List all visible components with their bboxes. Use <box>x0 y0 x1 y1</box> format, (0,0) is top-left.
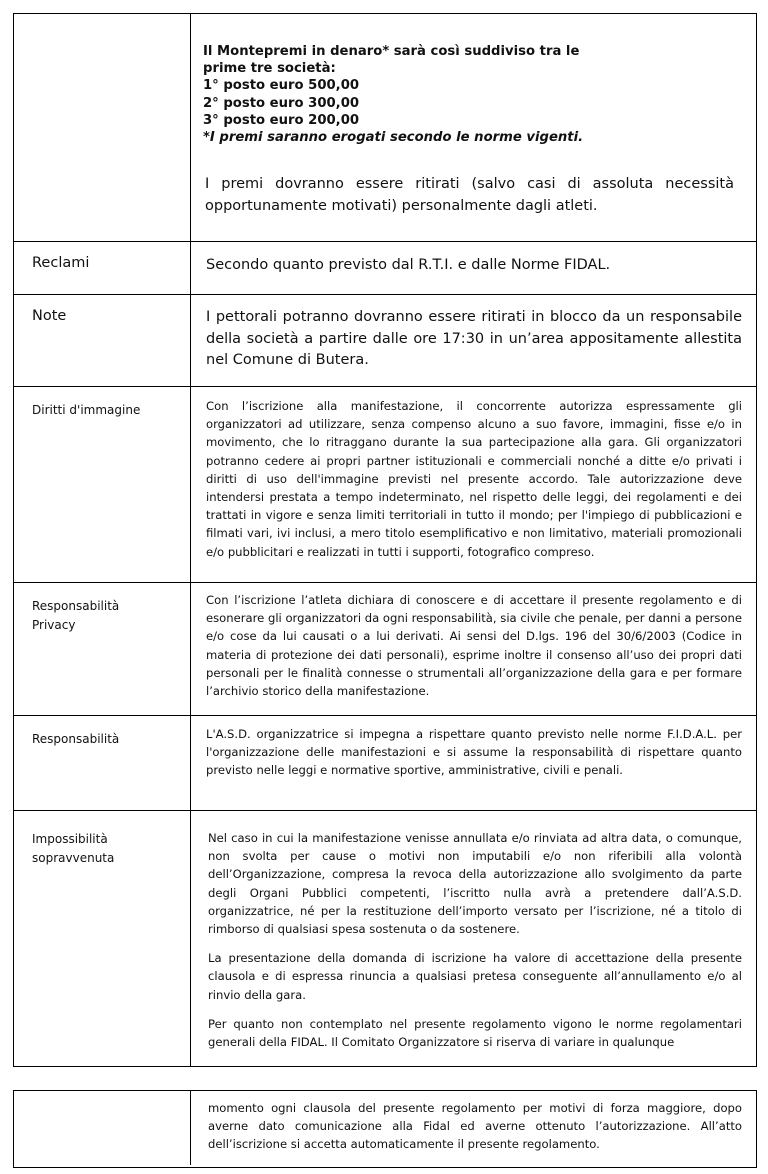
impossibility-para-1: Nel caso in cui la manifestazione venisse annullata e/o rinviata ad altra data, o comunque, non svolta per cause o motivi non imputabili e/o non riferibili alla volontà dell’Organizzazione, compresa la revoca della autorizzazione allo svolgimento da parte degli Organi Pubblici competenti, l’iscritto nulla avrà a pretendere dall’A.S.D. organizzatrice, né per la restituzione dell’importo versato per l’iscrizione, né a titolo di rimborso di qualsiasi spesa sostenuta o da sostenere. <box>208 831 742 937</box>
image-rights-text: Con l’iscrizione alla manifestazione, il concorrente autorizza espressamente gli organizzatori ad utilizzare, senza compenso alcuno a suo favore, immagini, fisse e/o in movimento, che lo ritraggano durante la sua partecipazione alla gara. Gli organizzatori potranno cedere ai propri partner istituzionali e commerciali nonché a ditte e/o privati i diritti di uso dell'immagine previsti nel presente accordo. Tale autorizzazione deve intendersi prestata a tempo indeterminato, nel rispetto delle leggi, dei regolamenti e dei trattati in vigore e senza limiti territoriali in tutto il mondo; per l'impiego di pubblicazioni e filmati vari, ivi inclusi, a mero titolo esemplificativo e non limitativo, materiali promozionali e/o pubblicitari e realizzati in tutti i supporti, fotografico compreso. <box>206 399 742 559</box>
prize-intro-line2: prime tre società: <box>203 61 336 77</box>
impossibility-row <box>14 811 756 1066</box>
prize-intro-line1: Il Montepremi in denaro* sarà così suddiviso tra le <box>203 44 580 59</box>
privacy-label <box>14 583 191 715</box>
responsibility-label: Responsabilità <box>14 716 191 810</box>
privacy-label-line2: Privacy <box>32 618 76 632</box>
impossibility-para-2: La presentazione della domanda di iscrizione ha valore di accettazione della presente clausola e di espressa rinuncia a qualsiasi pretesa conseguente all’annullamento e/o al rinvio della gara. <box>208 951 742 1002</box>
privacy-label-line1: Responsabilità <box>32 599 120 613</box>
prize-note: *I premi saranno erogati secondo le norme vigenti. <box>203 130 584 146</box>
prize-row <box>14 14 756 242</box>
impossibility-label-line2: sopravvenuta <box>32 851 115 865</box>
prize-first-place: 1° posto euro 500,00 <box>203 78 360 94</box>
reclami-text: Secondo quanto previsto dal R.T.I. e dalle Norme FIDAL. <box>206 257 611 273</box>
impossibility-content <box>191 811 756 1066</box>
prize-label-cell <box>14 14 191 241</box>
prize-distribution <box>203 43 734 146</box>
responsibility-text: L'A.S.D. organizzatrice si impegna a rispettare quanto previsto nelle norme F.I.D.A.L. per l'organizzazione delle manifestazioni e si assume la responsabilità di rispettare quanto previsto nelle leggi e normative sportive, amministrative, civili e penali. <box>206 727 742 778</box>
prize-third-place: 3° posto euro 200,00 <box>203 112 360 128</box>
image-rights-row <box>14 387 756 583</box>
impossibility-label <box>14 811 191 1066</box>
reclami-label: Reclami <box>14 242 191 294</box>
privacy-text: Con l’iscrizione l’atleta dichiara di conoscere e di accettare il presente regolamento e di esonerare gli organizzatori da ogni responsabilità, sia civile che penale, per danni a persone e/o cose da lui causati o a lui derivati. Ai sensi del D.lgs. 196 del 30/6/2003 (Codice in materia di protezione dei dati personali), esprime inoltre il consenso all’uso dei propri dati personali per le finalità connesse o strumentali all’organizzazione della gara e per formare l’archivio storico della manifestazione. <box>206 593 742 699</box>
note-label: Note <box>14 295 191 386</box>
continuation-row <box>14 1091 756 1165</box>
continuation-label-cell <box>14 1091 191 1165</box>
continuation-table <box>13 1090 757 1168</box>
note-text: I pettorali potranno dovranno essere ritirati in blocco da un responsabile della società a partire dalle ore 17:30 in un’area appositamente allestita nel Comune di Butera. <box>206 309 742 368</box>
note-row <box>14 295 756 387</box>
continuation-text: momento ogni clausola del presente regolamento per motivi di forza maggiore, dopo averne dato comunicazione alla Fidal ed averne ottenuto l’autorizzazione. All’atto dell’iscrizione si accetta automaticamente il presente regolamento. <box>208 1101 742 1152</box>
responsibility-row <box>14 716 756 811</box>
prize-second-place: 2° posto euro 300,00 <box>203 95 360 111</box>
impossibility-label-line1: Impossibilità <box>32 832 108 846</box>
reclami-row <box>14 242 756 295</box>
privacy-row <box>14 583 756 716</box>
prize-withdrawal-text: I premi dovranno essere ritirati (salvo casi di assoluta necessità opportunamente motivati) personalmente dagli atleti. <box>205 176 734 214</box>
image-rights-label: Diritti d'immagine <box>14 387 191 582</box>
prize-content-cell <box>191 14 756 241</box>
impossibility-para-3: Per quanto non contemplato nel presente regolamento vigono le norme regolamentari generali della FIDAL. Il Comitato Organizzatore si riserva di variare in qualunque <box>208 1016 742 1050</box>
regulation-table <box>13 13 757 1067</box>
